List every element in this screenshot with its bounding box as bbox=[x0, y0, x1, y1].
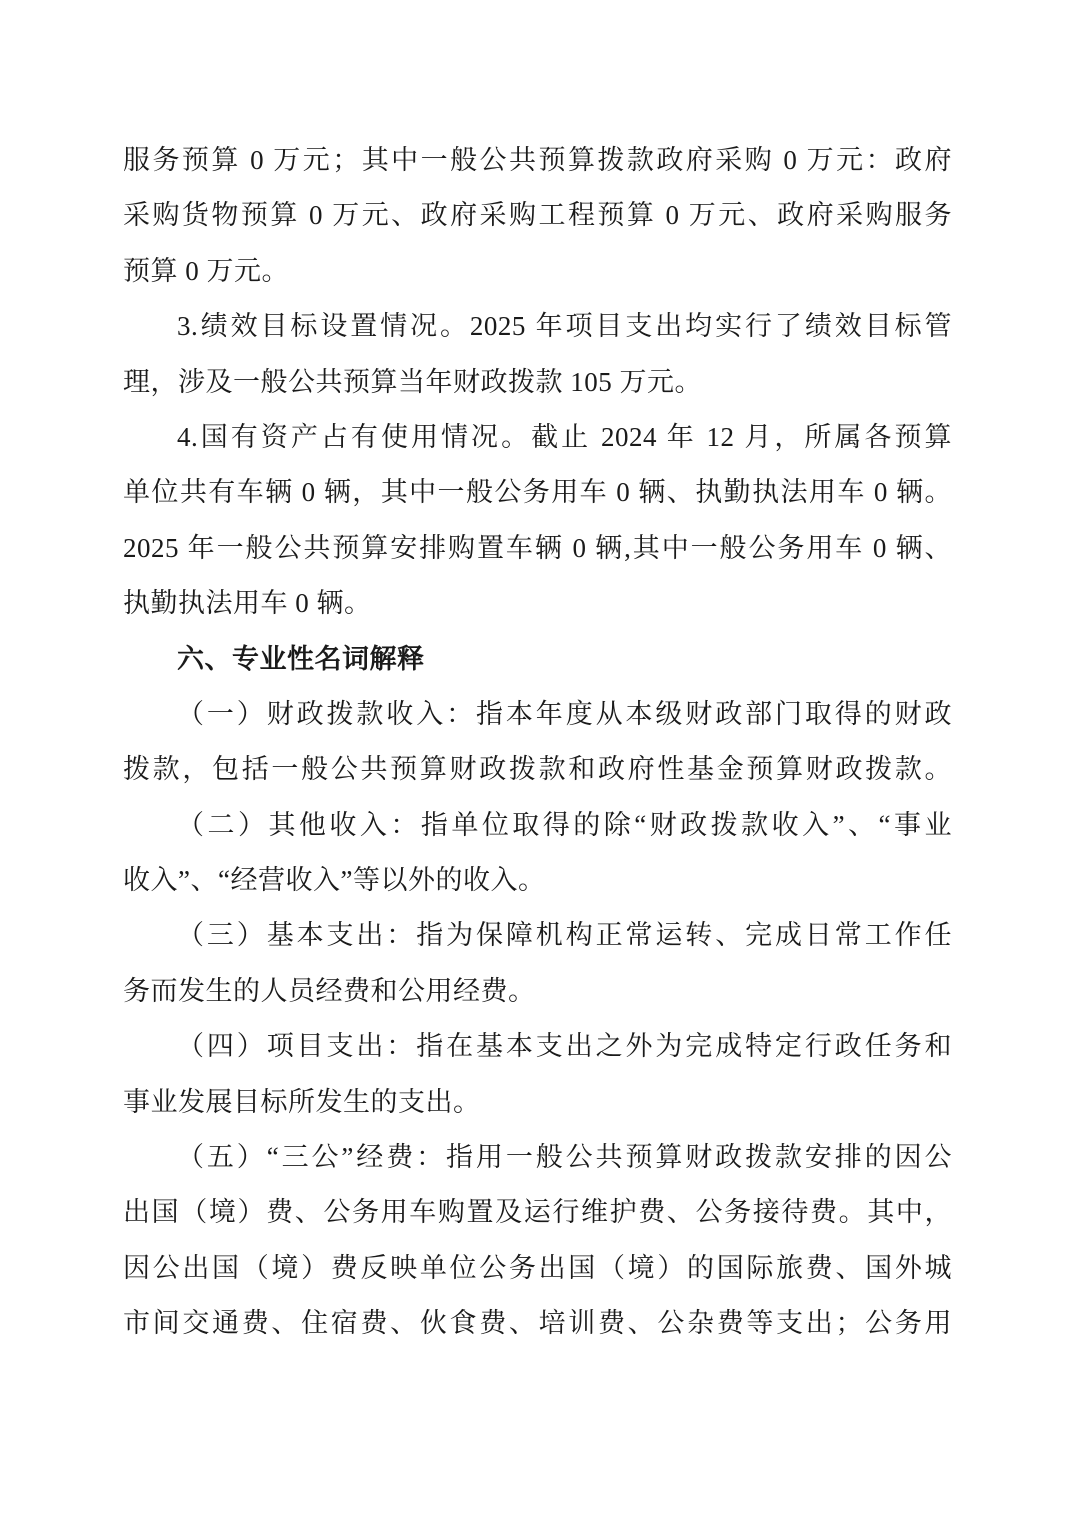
text-line: （三）基本支出：指为保障机构正常运转、完成日常工作任 bbox=[177, 920, 952, 951]
text-line: 4.国有资产占有使用情况。截止 2024 年 12 月，所属各预算 bbox=[177, 421, 952, 452]
text-line: 2025 年一般公共预算安排购置车辆 0 辆,其中一般公务用车 0 辆、 bbox=[123, 532, 952, 563]
section-heading: 六、专业性名词解释 bbox=[177, 643, 425, 674]
text-line: 务而发生的人员经费和公用经费。 bbox=[123, 975, 536, 1006]
text-line: （四）项目支出：指在基本支出之外为完成特定行政任务和 bbox=[177, 1031, 952, 1062]
text-line: 理，涉及一般公共预算当年财政拨款 105 万元。 bbox=[123, 366, 702, 397]
text-line: 预算 0 万元。 bbox=[123, 255, 289, 286]
text-line: 因公出国（境）费反映单位公务出国（境）的国际旅费、国外城 bbox=[123, 1252, 952, 1283]
text-line: 单位共有车辆 0 辆，其中一般公务用车 0 辆、执勤执法用车 0 辆。 bbox=[123, 477, 952, 508]
text-line: 市间交通费、住宿费、伙食费、培训费、公杂费等支出；公务用 bbox=[123, 1308, 952, 1339]
text-line: 3.绩效目标设置情况。2025 年项目支出均实行了绩效目标管 bbox=[177, 311, 952, 342]
text-line: 采购货物预算 0 万元、政府采购工程预算 0 万元、政府采购服务 bbox=[123, 200, 952, 231]
text-line: 执勤执法用车 0 辆。 bbox=[123, 588, 372, 619]
text-line: （二）其他收入：指单位取得的除“财政拨款收入”、“事业 bbox=[177, 809, 952, 840]
text-line: 服务预算 0 万元；其中一般公共预算拨款政府采购 0 万元：政府 bbox=[123, 145, 952, 175]
text-line: （五）“三公”经费：指用一般公共预算财政拨款安排的因公 bbox=[177, 1142, 952, 1173]
document-content bbox=[123, 133, 952, 1352]
text-line: 事业发展目标所发生的支出。 bbox=[123, 1086, 481, 1117]
text-line: 出国（境）费、公务用车购置及运行维护费、公务接待费。其中， bbox=[123, 1197, 952, 1228]
text-line: （一）财政拨款收入：指本年度从本级财政部门取得的财政 bbox=[177, 698, 952, 729]
text-line: 收入”、“经营收入”等以外的收入。 bbox=[123, 865, 546, 896]
text-line: 拨款，包括一般公共预算财政拨款和政府性基金预算财政拨款。 bbox=[123, 754, 952, 785]
